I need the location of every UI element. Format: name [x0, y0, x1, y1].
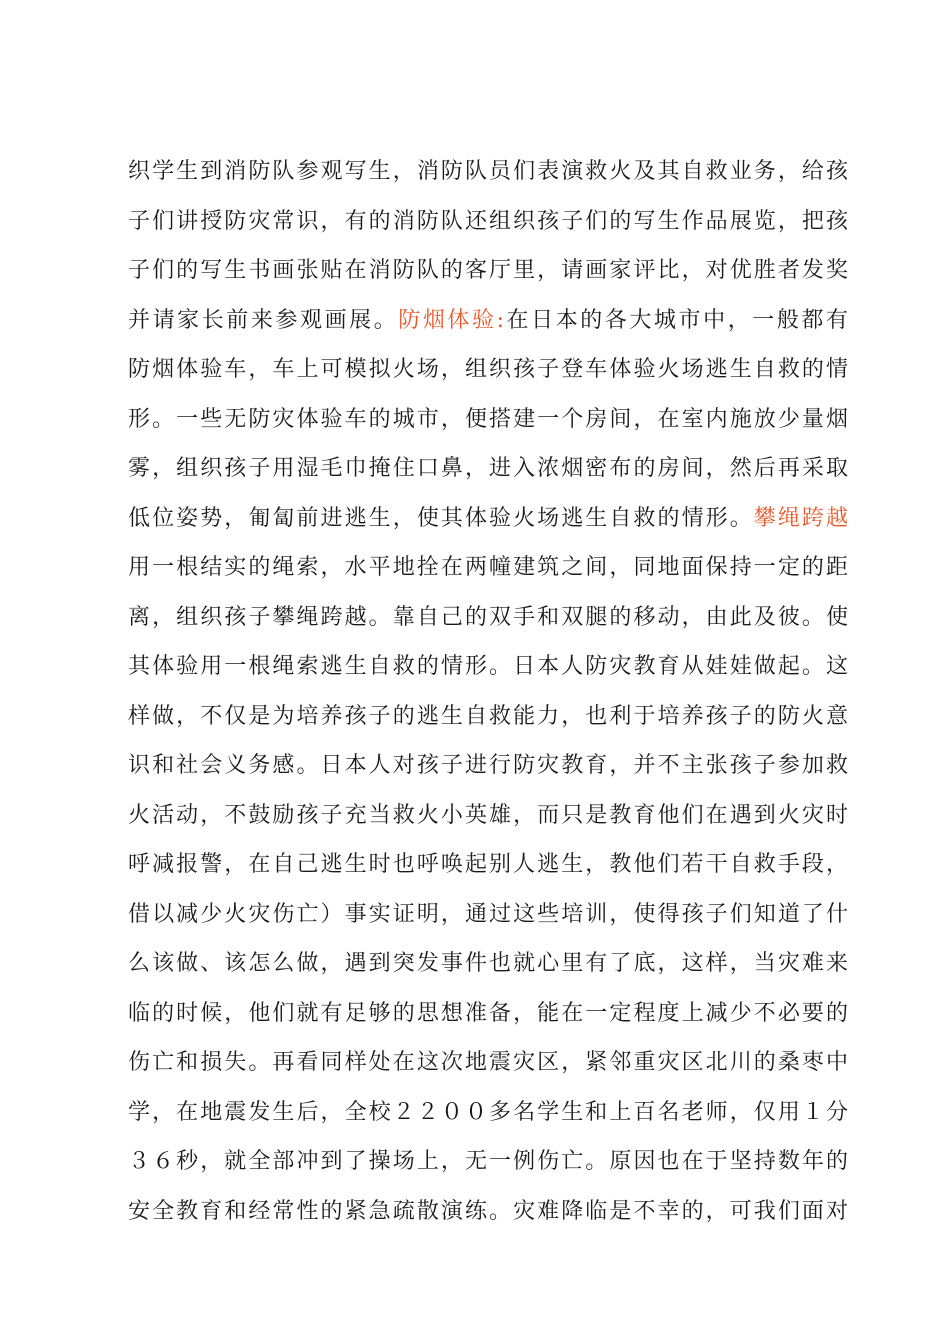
text-line [128, 794, 848, 844]
text-line [128, 695, 848, 745]
text-segment: 织学生到消防队参观写生，消防队员们表演救火及其自救业务，给孩 [128, 159, 848, 184]
text-line [128, 348, 848, 398]
text-segment: ３６秒，就全部冲到了操场上，无一例伤亡。原因也在于坚持数年的 [128, 1149, 848, 1174]
text-line [128, 843, 848, 893]
text-line [128, 596, 848, 646]
text-segment: 么该做、该怎么做，遇到突发事件也就心里有了底，这样，当灾难来 [128, 951, 848, 976]
text-line [128, 497, 848, 547]
text-line [128, 1190, 848, 1240]
text-line [128, 150, 848, 200]
section-heading: 防烟体验: [398, 307, 504, 333]
text-segment: 并请家长前来参观画展。 [128, 307, 399, 333]
body-text [128, 150, 848, 1239]
text-segment: 低位姿势，匍匐前进逃生，使其体验火场逃生自救的情形。 [128, 505, 754, 531]
text-segment: 安全教育和经常性的紧急疏散演练。灾难降临是不幸的，可我们面对 [128, 1198, 848, 1224]
text-line [128, 546, 848, 596]
text-line [128, 942, 848, 992]
text-line [128, 1140, 848, 1190]
text-line [128, 1041, 848, 1091]
text-segment: 子们讲授防灾常识，有的消防队还组织孩子们的写生作品展览，把孩 [128, 208, 848, 234]
text-segment: 形。一些无防灾体验车的城市，便搭建一个房间，在室内施放少量烟 [128, 406, 848, 432]
text-line [128, 447, 848, 497]
text-line [128, 645, 848, 695]
text-segment: 其体验用一根绳索逃生自救的情形。日本人防灾教育从娃娃做起。这 [128, 654, 848, 679]
text-segment: 识和社会义务感。日本人对孩子进行防灾教育，并不主张孩子参加救 [128, 753, 848, 778]
text-line [128, 249, 848, 299]
text-segment: 伤亡和损失。再看同样处在这次地震灾区，紧邻重灾区北川的桑枣中 [128, 1050, 848, 1075]
text-line [128, 893, 848, 943]
text-segment: 呼减报警，在自己逃生时也呼唤起别人逃生，教他们若干自救手段， [128, 852, 848, 877]
text-segment: 样做，不仅是为培养孩子的逃生自救能力，也利于培养孩子的防火意 [128, 703, 848, 729]
text-segment: 离，组织孩子攀绳跨越。靠自己的双手和双腿的移动，由此及彼。使 [128, 604, 848, 630]
text-segment: 用一根结实的绳索，水平地拴在两幢建筑之间，同地面保持一定的距 [128, 555, 848, 580]
text-line [128, 299, 848, 349]
text-segment: 火活动，不鼓励孩子充当救火小英雄，而只是教育他们在遇到火灾时 [128, 802, 848, 828]
section-heading: 攀绳跨越 [753, 505, 848, 531]
text-segment: 在日本的各大城市中，一般都有 [503, 307, 848, 333]
text-line [128, 992, 848, 1042]
text-segment: 防烟体验车，车上可模拟火场，组织孩子登车体验火场逃生自救的情 [128, 357, 848, 382]
text-line [128, 1091, 848, 1141]
text-segment: 雾，组织孩子用湿毛巾掩住口鼻，进入浓烟密布的房间，然后再采取 [128, 456, 848, 481]
text-segment: 借以减少火灾伤亡）事实证明，通过这些培训，使得孩子们知道了什 [128, 901, 848, 927]
text-segment: 学，在地震发生后，全校２２００多名学生和上百名老师，仅用１分 [128, 1099, 848, 1125]
text-line [128, 200, 848, 250]
text-line [128, 398, 848, 448]
text-segment: 子们的写生书画张贴在消防队的客厅里，请画家评比，对优胜者发奖 [128, 258, 848, 283]
text-line [128, 744, 848, 794]
text-segment: 临的时候，他们就有足够的思想准备，能在一定程度上减少不必要的 [128, 1000, 848, 1026]
